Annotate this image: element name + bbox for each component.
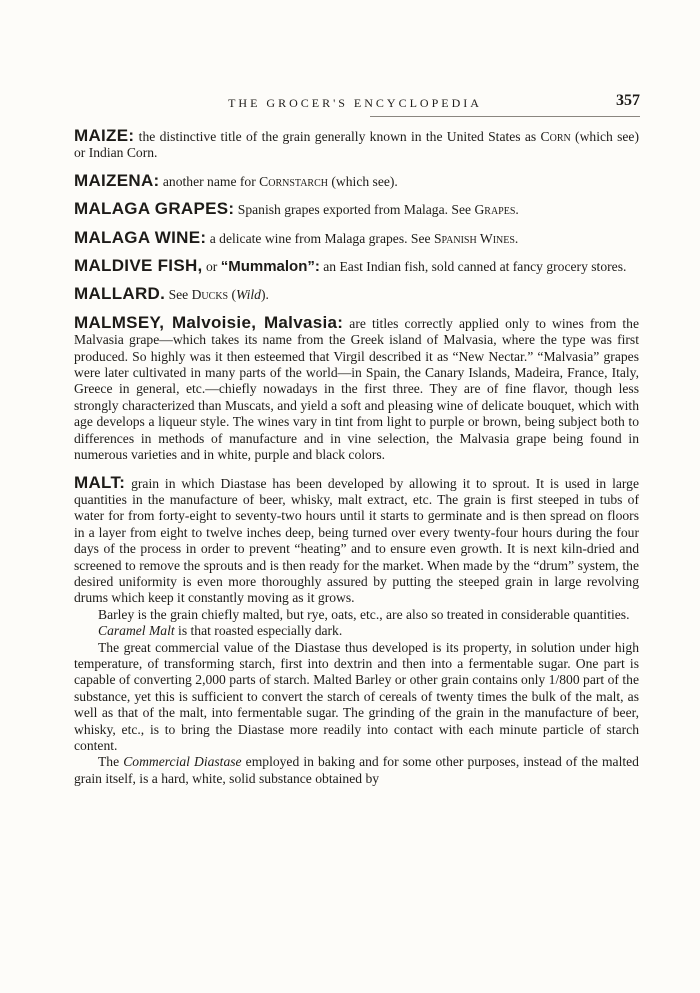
entry-text: the distinctive title of the grain generally known in the United States as <box>134 129 541 144</box>
entry-mallard <box>74 286 639 303</box>
entry-text: ). <box>260 287 269 303</box>
entry-malaga-wine <box>74 227 639 247</box>
entry-text: employed in baking and for some other purposes, instead of the malted grain itself, is a hard, white, solid substance obtained by <box>74 754 639 786</box>
entry-text: grain in which Diastase has been developed by allowing it to sprout. It is used in large quantities in the manufacture of beer, whisky, malt extract, etc. The grain is first steeped in tubs of water for from forty-eight to seventy-two hours until it starts to germinate and is then spread on floors in a layer from eight to twelve inches deep, being turned over every twenty-four hours during the four days of the process in order to prevent “heating” and to ensure even growth. It is next kiln-dried and screened to remove the sprouts and is then ready for the market. When made by the “drum” system, the desired uniformity is even more thoroughly assured by putting the steeped grain in large revolving drums which keep it constantly moving as it grows. <box>74 475 639 606</box>
entry-text: The <box>98 754 124 770</box>
running-head <box>70 92 640 112</box>
entry-text: Spanish grapes exported from Malaga. See <box>234 202 475 218</box>
headword: MALDIVE FISH, <box>74 256 203 276</box>
italic-text: Caramel Malt <box>98 623 175 639</box>
entry-text: See <box>165 287 192 303</box>
cross-reference: Ducks <box>191 287 229 303</box>
entry-text: or <box>202 259 221 275</box>
headword: MAIZE: <box>74 126 135 145</box>
malt-paragraph-1 <box>74 472 639 607</box>
headword: MALAGA GRAPES: <box>74 199 235 219</box>
entry-text: an East Indian fish, sold canned at fancy grocery stores. <box>319 259 627 275</box>
headword: MAIZENA: <box>74 170 160 190</box>
italic-text: Commercial Diastase <box>123 754 242 770</box>
cross-reference: Corn <box>540 129 571 144</box>
headword: MALAGA WINE: <box>74 227 207 247</box>
entry-maizena <box>74 170 639 190</box>
entry-text: another name for <box>159 173 260 189</box>
entry-malmsey <box>74 312 639 464</box>
alternate-name: “Mummalon”: <box>220 258 320 276</box>
page-number: 357 <box>616 92 640 109</box>
headword: MALLARD. <box>74 284 166 304</box>
cross-reference: Cornstarch <box>259 173 328 189</box>
malt-paragraph-3 <box>74 623 639 639</box>
running-title: THE GROCER'S ENCYCLOPEDIA <box>228 96 482 110</box>
italic-text: Wild <box>236 287 261 303</box>
headword: MALT: <box>74 472 126 492</box>
entry-text: . <box>514 230 519 246</box>
entry-maize <box>74 128 639 162</box>
malt-paragraph-5 <box>74 754 639 787</box>
entry-text: a delicate wine from Malaga grapes. See <box>206 230 434 246</box>
entry-maldive-fish <box>74 258 639 275</box>
cross-reference: Spanish Wines <box>433 230 515 246</box>
entry-text: (which see). <box>328 173 398 189</box>
headword: MALMSEY, Malvoisie, Malvasia: <box>74 312 344 332</box>
entry-malt <box>74 472 639 788</box>
cross-reference: Grapes <box>474 202 516 218</box>
header-rule <box>370 116 640 117</box>
malt-paragraph-2: Barley is the grain chiefly malted, but rye, oats, etc., are also so treated in considerable quantities. <box>98 606 630 622</box>
entry-text: are titles correctly applied only to wines from the Malvasia grape—which takes its name from the Greek island of Malvasia, where the type was first produced. So highly was it then esteemed that Virgil described it as “New Nectar.” “Malvasia” grapes were later cultivated in many parts of the world—in Spain, the Canary Islands, Madeira, France, Italy, Greece in general, etc.—chiefly nowadays in the first three. They are of fine flavor, though less strongly characterized than Muscats, and yield a soft and pleasing wine of delicate bouquet, which with age develops a liqueur style. The wines vary in tint from light to purple or brown, being subject both to differences in methods of manufacture and in vine selection, the Malvasia grape being found in numerous varieties and in white, purple and black colors. <box>74 315 639 463</box>
entry-text: . <box>515 202 519 218</box>
page-content <box>74 128 639 787</box>
entry-text: is that roasted especially dark. <box>174 623 343 639</box>
malt-paragraph-4: The great commercial value of the Diastase thus developed is its property, in solution under high temperature, of transforming starch, first into dextrin and then into a fermentable sugar. One part is capable of converting 2,000 parts of starch. Malted Barley or other grain contains only 1/800 part of the substance, yet this is sufficient to convert the starch of cereals of twenty times the bulk of the malt, as well as that of the malt, into fermentable sugar. The grinding of the grain in the manufacture of beer, whisky, etc., is to bring the Diastase more readily into contact with each minute particle of starch content. <box>74 639 639 753</box>
entry-text: (which see) or Indian Corn. <box>74 129 639 161</box>
entry-text: ( <box>228 287 237 303</box>
entry-malaga-grapes <box>74 201 639 218</box>
